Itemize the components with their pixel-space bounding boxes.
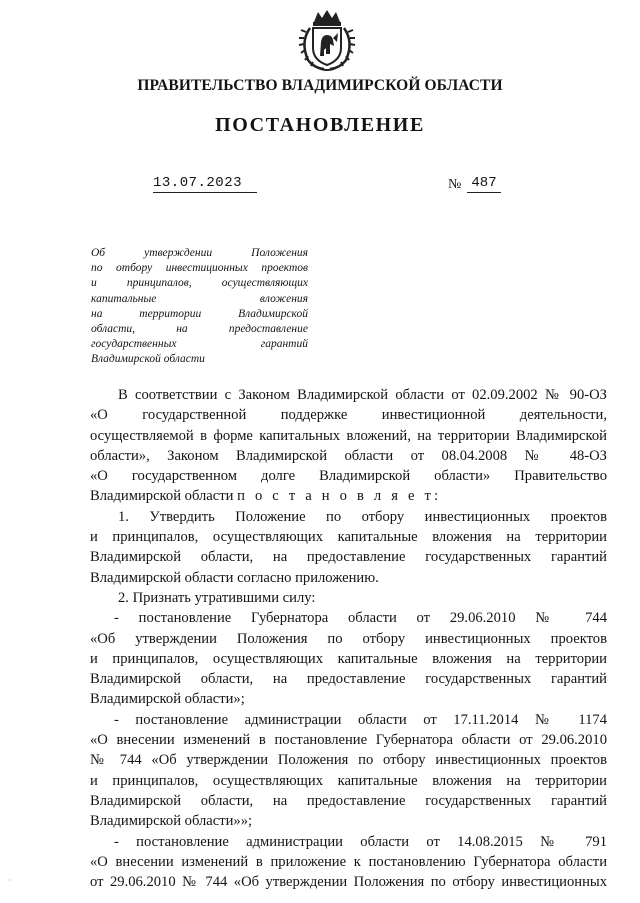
body-line: «Об утверждении Положения по отбору инвестиционных проектов — [90, 630, 607, 647]
body-line: Владимирской области, на предоставление государственных гарантий — [90, 549, 607, 566]
document-subject — [91, 246, 308, 368]
body-line: Владимирской области»; — [90, 691, 245, 708]
body-line: - постановление администрации области от 14.08.2015 № 791 — [114, 833, 607, 850]
organization-name: ПРАВИТЕЛЬСТВО ВЛАДИМИРСКОЙ ОБЛАСТИ — [137, 77, 503, 94]
body-line: и принципалов, осуществляющих капитальные вложения на территории — [90, 650, 607, 667]
subject-line: по отбору инвестиционных проектов — [91, 262, 308, 275]
body-line: области», Законом Владимирской области от 08.04.2008 № 48-ОЗ — [90, 447, 607, 464]
body-line: Владимирской области согласно приложению. — [90, 569, 379, 586]
body-line: «О внесении изменений в постановление Губернатора области от 29.06.2010 — [90, 732, 607, 749]
body-line: «О государственной поддержке инвестиционной деятельности, — [90, 407, 607, 424]
body-line: и принципалов, осуществляющих капитальные вложения на территории — [90, 529, 607, 546]
body-line: Владимирской области, на предоставление государственных гарантий — [90, 671, 607, 688]
document-date: 13.07.2023 — [153, 175, 257, 193]
number-sign: № — [448, 177, 462, 192]
subject-line: Владимирской области — [91, 353, 205, 366]
subject-line: на территории Владимирской — [91, 307, 308, 320]
body-line: осуществляемой в форме капитальных вложений, на территории Владимирской — [90, 427, 607, 444]
body-line: «О внесении изменений в приложение к постановлению Губернатора области — [90, 853, 607, 870]
body-line: 1. Утвердить Положение по отбору инвестиционных проектов — [118, 508, 607, 525]
scan-margin-mark: · — [8, 876, 11, 886]
subject-line: Об утверждении Положения — [91, 247, 308, 259]
body-line: № 744 «Об утверждении Положения по отбору инвестиционных проектов — [90, 752, 607, 769]
subject-line: и принципалов, осуществляющих — [91, 277, 308, 290]
body-line: от 29.06.2010 № 744 «Об утверждении Положения по отбору инвестиционных — [90, 874, 607, 891]
body-line: - постановление администрации области от 17.11.2014 № 1174 — [114, 711, 607, 728]
subject-line: государственных гарантий — [91, 338, 308, 351]
body-line: 2. Признать утратившими силу: — [118, 589, 316, 606]
body-line: Владимирской области»»; — [90, 813, 253, 830]
body-line: В соответствии с Законом Владимирской области от 02.09.2002 № 90-ОЗ — [118, 387, 607, 403]
document-number: 487 — [467, 175, 501, 193]
vladimir-coat-of-arms-icon — [296, 8, 358, 72]
document-body — [90, 385, 607, 892]
body-line — [90, 486, 607, 506]
document-type: ПОСТАНОВЛЕНИЕ — [215, 114, 425, 136]
body-line: и принципалов, осуществляющих капитальные вложения на территории — [90, 772, 607, 789]
body-line: - постановление Губернатора области от 29.06.2010 № 744 — [114, 610, 607, 627]
decree-word: п о с т а н о в л я е т: — [237, 488, 442, 505]
body-line: Владимирской области, на предоставление государственных гарантий — [90, 792, 607, 809]
subject-line: капитальные вложения — [91, 292, 308, 305]
body-line: «О государственном долге Владимирской области» Правительство — [90, 468, 607, 485]
body-line-text: Владимирской области — [90, 488, 234, 505]
subject-line: области, на предоставление — [91, 322, 308, 335]
